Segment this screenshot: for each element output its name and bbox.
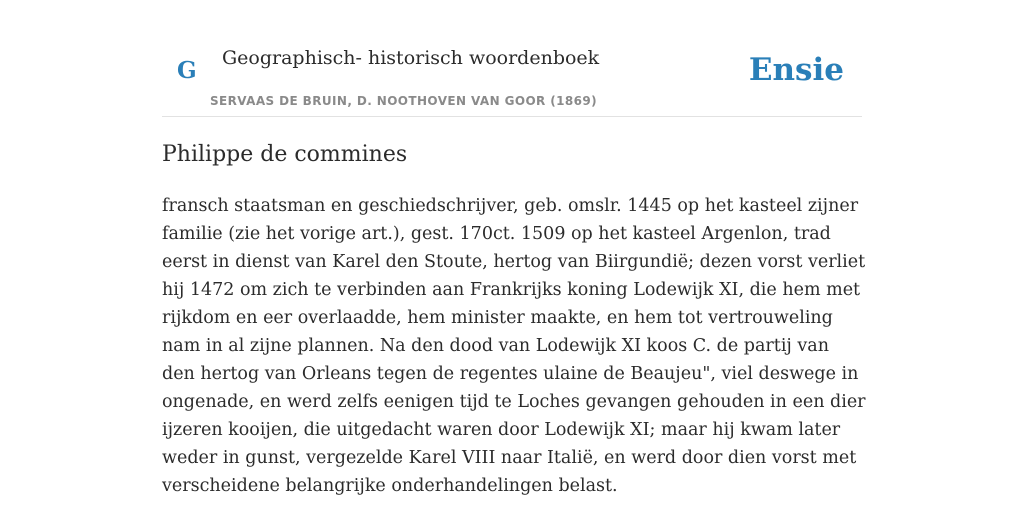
book-logo-letter[interactable]: G	[177, 57, 197, 84]
book-author: SERVAAS DE BRUIN, D. NOOTHOVEN VAN GOOR (1869)	[210, 94, 598, 108]
ensie-brand-logo[interactable]: Ensie	[748, 52, 844, 88]
entry-title: Philippe de commines	[162, 142, 408, 167]
header	[162, 0, 862, 117]
entry-body: fransch staatsman en geschiedschrijver, geb. omslr. 1445 op het kasteel zijner familie (zie het vorige art.), gest. 170ct. 1509 op het kasteel Argenlon, trad eerst in dienst van Karel den Stoute, hertog van Biirgundië; dezen vorst verliet hij 1472 om zich te verbinden aan Frankrijks koning Lodewijk XI, die hem met rijkdom en eer overlaadde, hem minister maakte, en hem tot vertrouweling nam in al zijne plannen. Na den dood van Lodewijk XI koos C. de partij van den hertog van Orleans tegen de regentes ulaine de Beaujeu", viel deswege in ongenade, en werd zelfs eenigen tijd te Loches gevangen gehouden in een dier ijzeren kooijen, die uitgedacht waren door Lodewijk XI; maar hij kwam later weder in gunst, vergezelde Karel VIII naar Italië, en werd door dien vorst met verscheidene belangrijke onderhandelingen belast.	[162, 196, 866, 496]
book-title-link[interactable]: Geographisch- historisch woordenboek	[222, 47, 600, 69]
